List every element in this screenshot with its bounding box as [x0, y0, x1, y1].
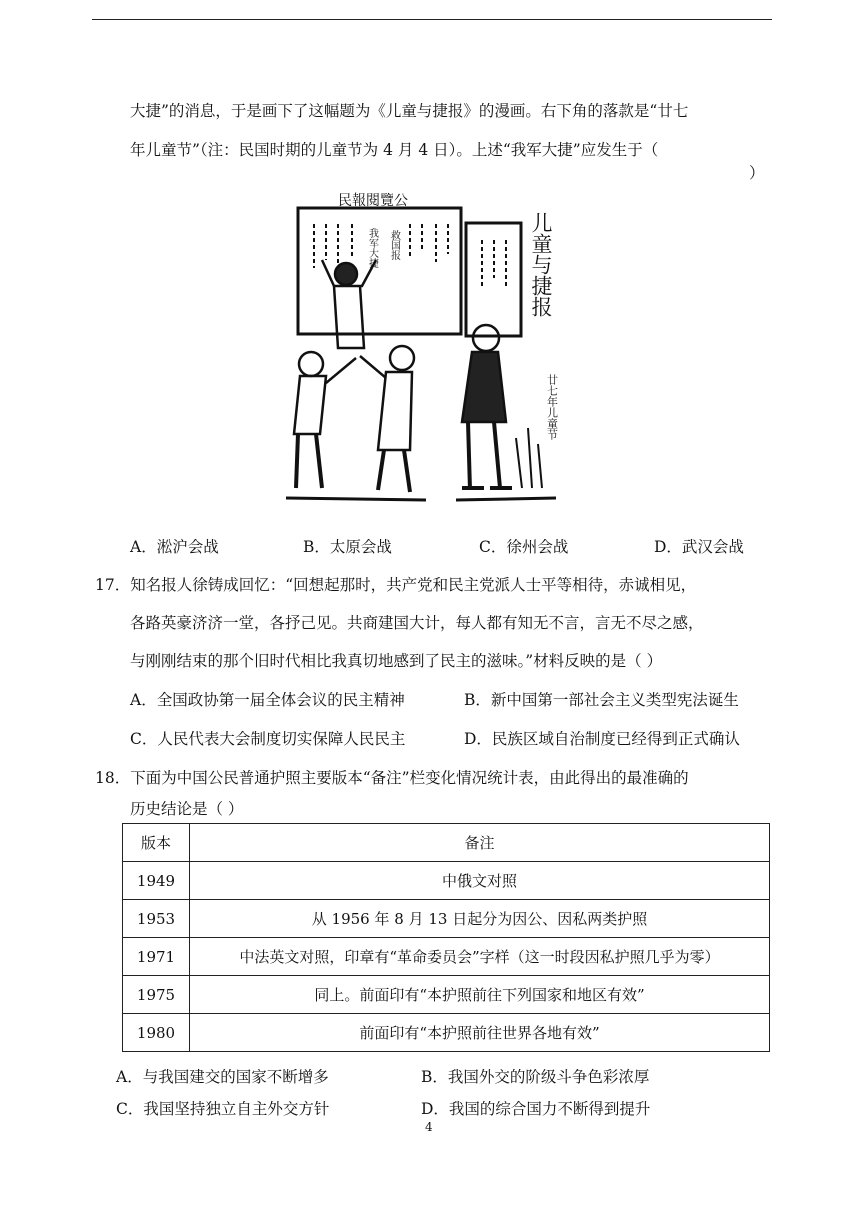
- row-version: 1953: [123, 900, 190, 938]
- row-note: 从 1956 年 8 月 13 日起分为因公、因私两类护照: [190, 900, 770, 938]
- q16-text-line2: 年儿童节”（注：民国时期的儿童节为 4 月 4 日）。上述“我军大捷”应发生于（: [130, 141, 659, 159]
- header-rule: [92, 19, 772, 20]
- q18-option-d[interactable]: D．我国的综合国力不断得到提升: [421, 1100, 651, 1118]
- cartoon-board-title: 民報閱覽公: [338, 193, 408, 209]
- row-version: 1949: [123, 862, 190, 900]
- q17-text-line1: 17．知名报人徐铸成回忆：“回想起那时，共产党和民主党派人士平等相待，赤诚相见，: [95, 576, 697, 594]
- q17-text-line2: 各路英豪济济一堂，各抒己见。共商建国大计，每人都有知无不言，言无不尽之感，: [130, 614, 704, 632]
- q16-option-c[interactable]: C．徐州会战: [479, 538, 569, 556]
- q17-option-b[interactable]: B．新中国第一部社会主义类型宪法诞生: [464, 691, 739, 709]
- cartoon-title-vertical: 儿童与捷报: [529, 212, 553, 317]
- row-note: 中法英文对照，印章有“革命委员会”字样（这一时段因私护照几乎为零）: [190, 938, 770, 976]
- passport-notes-table: [122, 823, 770, 1052]
- row-note: 同上。前面印有“本护照前往下列国家和地区有效”: [190, 976, 770, 1014]
- q18-text-line1: 18．下面为中国公民普通护照主要版本“备注”栏变化情况统计表，由此得出的最准确的: [95, 769, 689, 787]
- table-row: [123, 976, 770, 1014]
- header-version: 版本: [123, 824, 190, 862]
- cartoon-poster-right: 救国报: [388, 230, 400, 260]
- q17-text-line3: 与刚刚结束的那个旧时代相比我真切地感到了民主的滋味。”材料反映的是（ ）: [130, 652, 663, 670]
- cartoon-poster-left: 我军大捷: [366, 228, 378, 268]
- q16-option-d[interactable]: D．武汉会战: [654, 538, 744, 556]
- q18-option-c[interactable]: C．我国坚持独立自主外交方针: [116, 1100, 330, 1118]
- table-row: [123, 938, 770, 976]
- q16-option-a[interactable]: A．淞沪会战: [130, 538, 219, 556]
- table-row: [123, 1014, 770, 1052]
- q16-option-b[interactable]: B．太原会战: [303, 538, 392, 556]
- q17-option-c[interactable]: C．人民代表大会制度切实保障人民民主: [130, 730, 406, 748]
- q18-option-a[interactable]: A．与我国建交的国家不断增多: [116, 1068, 329, 1086]
- table-row: [123, 900, 770, 938]
- q18-text-line2: 历史结论是（ ）: [130, 800, 244, 818]
- row-version: 1980: [123, 1014, 190, 1052]
- q18-option-b[interactable]: B．我国外交的阶级斗争色彩浓厚: [421, 1068, 650, 1086]
- row-note: 中俄文对照: [190, 862, 770, 900]
- q17-option-d[interactable]: D．民族区域自治制度已经得到正式确认: [464, 730, 740, 748]
- table-row: [123, 862, 770, 900]
- row-version: 1971: [123, 938, 190, 976]
- q16-paren-close: ）: [749, 164, 765, 182]
- cartoon-signature: 廿七年儿童节: [545, 374, 559, 440]
- row-version: 1975: [123, 976, 190, 1014]
- q17-option-a[interactable]: A．全国政协第一届全体会议的民主精神: [130, 691, 405, 709]
- row-note: 前面印有“本护照前往世界各地有效”: [190, 1014, 770, 1052]
- q16-text-line1: 大捷”的消息，于是画下了这幅题为《儿童与捷报》的漫画。右下角的落款是“廿七: [130, 102, 689, 120]
- page-number: 4: [425, 1120, 433, 1134]
- header-notes: 备注: [190, 824, 770, 862]
- table-header-row: [123, 824, 770, 862]
- cartoon-children-and-victory-news: [286, 188, 572, 524]
